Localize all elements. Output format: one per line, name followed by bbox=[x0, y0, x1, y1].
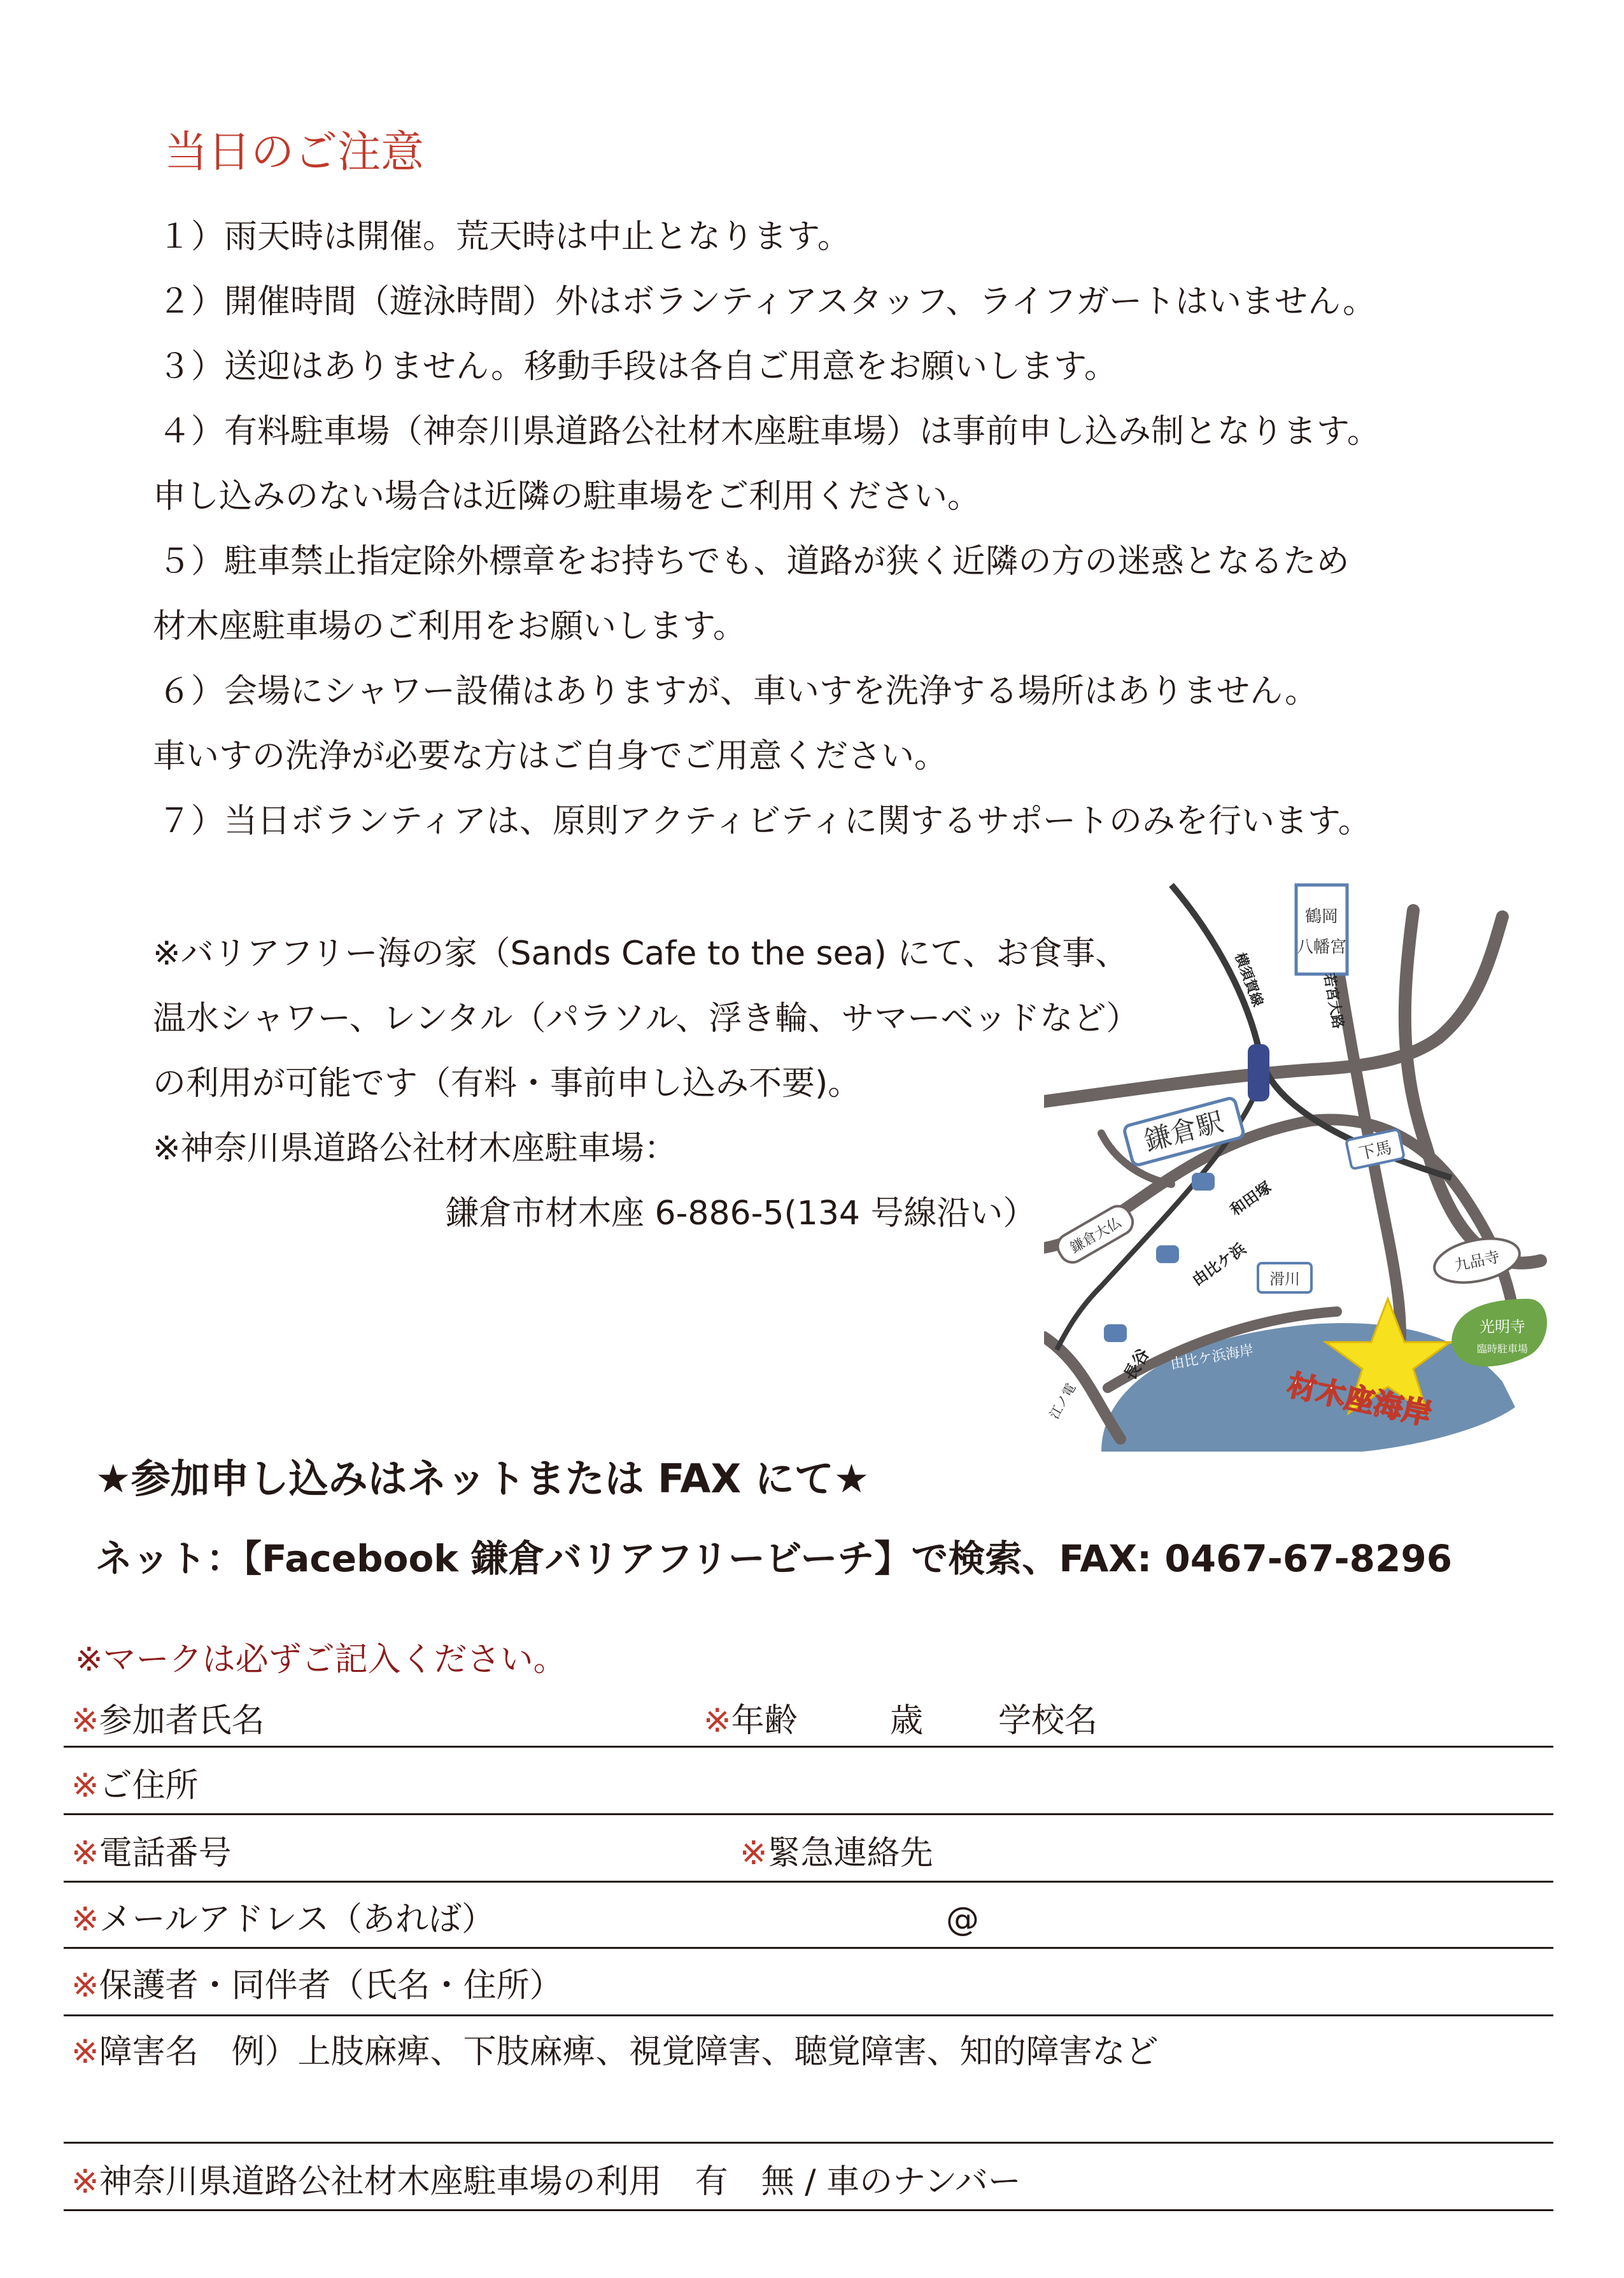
hase-label: 長谷 bbox=[1120, 1345, 1154, 1384]
required-mark: ※ bbox=[71, 2163, 99, 2201]
notice-title: 当日のご注意 bbox=[164, 127, 425, 178]
hase-node bbox=[1104, 1324, 1127, 1342]
komyoji-label bbox=[1451, 1299, 1547, 1366]
form-divider bbox=[64, 1947, 1553, 1949]
school-field-label[interactable]: 学校名 bbox=[998, 1702, 1098, 1740]
notice-item: １）雨天時は開催。荒天時は中止となります。 bbox=[158, 218, 851, 256]
disability-field-label[interactable] bbox=[71, 2032, 1159, 2072]
notice-item: ７）当日ボランティアは、原則アクティビティに関するサポートのみを行います。 bbox=[158, 802, 1371, 840]
info-line: ※バリアフリー海の家（Sands Cafe to the sea) にて、お食事、 bbox=[153, 935, 1129, 973]
notice-item: ３）送迎はありません。移動手段は各自ご用意をお願いします。 bbox=[158, 348, 1117, 386]
svg-text:鶴岡: 鶴岡 bbox=[1304, 907, 1339, 926]
phone-field-label[interactable] bbox=[71, 1834, 232, 1873]
required-mark: ※ bbox=[71, 1767, 99, 1805]
access-map bbox=[1044, 879, 1553, 1452]
name-field-label[interactable] bbox=[71, 1701, 265, 1741]
age-unit: 歳 bbox=[890, 1702, 924, 1740]
emergency-label-text: 緊急連絡先 bbox=[767, 1834, 933, 1872]
parking-address: 鎌倉市材木座 6-886-5(134 号線沿い） bbox=[446, 1194, 1036, 1233]
emergency-field-label[interactable] bbox=[740, 1834, 933, 1873]
guardian-label-text: 保護者・同伴者（氏名・住所） bbox=[99, 1967, 563, 2005]
svg-text:臨時駐車場: 臨時駐車場 bbox=[1476, 1343, 1529, 1355]
required-mark: ※ bbox=[71, 1900, 99, 1939]
email-label-text: メールアドレス（あれば） bbox=[99, 1900, 495, 1939]
notice-item: ５）駐車禁止指定除外標章をお持ちでも、道路が狭く近隣の方の迷惑となるため bbox=[158, 542, 1350, 581]
disability-label-text: 障害名 例）上肢麻痺、下肢麻痺、視覚障害、聴覚障害、知的障害など bbox=[99, 2033, 1159, 2071]
svg-text:鎌倉大仏: 鎌倉大仏 bbox=[1068, 1214, 1124, 1257]
beach-label: 由比ケ浜海岸 bbox=[1169, 1342, 1255, 1373]
wadazuka-node bbox=[1192, 1173, 1215, 1191]
kamakura-station-marker bbox=[1248, 1044, 1269, 1101]
zaimokuza-label: 材木座海岸 bbox=[1284, 1367, 1435, 1432]
road-main bbox=[1044, 1038, 1439, 1101]
info-line: の利用が可能です（有料・事前申し込み不要)。 bbox=[153, 1065, 861, 1103]
svg-text:九品寺: 九品寺 bbox=[1453, 1247, 1502, 1275]
namerikawa-label bbox=[1258, 1263, 1311, 1292]
guardian-field-label[interactable] bbox=[71, 1966, 563, 2006]
geba-label bbox=[1346, 1129, 1404, 1169]
required-mark: ※ bbox=[71, 1834, 99, 1872]
address-label-text: ご住所 bbox=[99, 1767, 199, 1805]
name-label-text: 参加者氏名 bbox=[99, 1702, 265, 1740]
info-line: 温水シャワー、レンタル（パラソル、浮き輪、サマーベッドなど） bbox=[153, 1000, 1140, 1038]
yokosuka-line-label: 横須賀線 bbox=[1231, 951, 1266, 1009]
age-label-text: 年齢 bbox=[731, 1702, 798, 1740]
form-divider bbox=[64, 2142, 1553, 2144]
address-field-label[interactable] bbox=[71, 1766, 199, 1806]
email-field-label[interactable] bbox=[71, 1900, 495, 1939]
form-divider bbox=[64, 1813, 1553, 1815]
svg-text:光明寺: 光明寺 bbox=[1479, 1318, 1525, 1336]
cta-title: ★参加申し込みはネットまたは FAX にて★ bbox=[95, 1455, 870, 1502]
age-field-label[interactable] bbox=[703, 1701, 798, 1741]
required-mark: ※ bbox=[71, 1967, 99, 2005]
form-divider bbox=[64, 1881, 1553, 1883]
notice-item: ４）有料駐車場（神奈川県道路公社材木座駐車場）は事前申し込み制となります。 bbox=[158, 413, 1380, 451]
svg-text:鎌倉駅: 鎌倉駅 bbox=[1141, 1105, 1227, 1157]
required-mark: ※ bbox=[703, 1702, 731, 1740]
yuigahama-label: 由比ケ浜 bbox=[1189, 1239, 1250, 1289]
notice-item: ２）開催時間（遊泳時間）外はボランティアスタッフ、ライフガートはいません。 bbox=[158, 283, 1376, 321]
svg-text:八幡宮: 八幡宮 bbox=[1296, 938, 1347, 957]
notice-item: 材木座駐車場のご利用をお願いします。 bbox=[153, 607, 746, 646]
kamakura-station-label bbox=[1123, 1097, 1244, 1166]
required-mark: ※ bbox=[71, 2033, 99, 2071]
required-mark: ※ bbox=[740, 1834, 768, 1872]
wadazuka-label: 和田塚 bbox=[1227, 1178, 1275, 1219]
info-line: ※神奈川県道路公社材木座駐車場： bbox=[153, 1129, 677, 1168]
form-divider bbox=[64, 2209, 1553, 2211]
form-divider bbox=[64, 2014, 1553, 2016]
yuigahama-node bbox=[1156, 1245, 1179, 1263]
notice-item: 申し込みのない場合は近隣の駐車場をご利用ください。 bbox=[153, 478, 981, 516]
notice-item: ６）会場にシャワー設備はありますが、車いすを洗浄する場所はありません。 bbox=[158, 672, 1318, 711]
wakamiya-label: 若宮大路 bbox=[1320, 972, 1346, 1030]
notice-item: 車いすの洗浄が必要な方はご自身でご用意ください。 bbox=[153, 737, 948, 775]
hachimangu-label bbox=[1296, 885, 1347, 974]
parking-label-text: 神奈川県道路公社材木座駐車場の利用 有 無 / 車のナンバー bbox=[99, 2163, 1021, 2201]
parking-field-label[interactable] bbox=[71, 2162, 1021, 2202]
email-at-sign: @ bbox=[946, 1900, 979, 1939]
phone-label-text: 電話番号 bbox=[99, 1834, 232, 1872]
form-divider bbox=[64, 1746, 1553, 1748]
enoden-label: 江ノ電 bbox=[1046, 1380, 1079, 1422]
road-north bbox=[1439, 917, 1502, 1038]
cta-detail: ネット：【Facebook 鎌倉バリアフリービーチ】で検索、FAX: 0467-67-8296 bbox=[95, 1537, 1453, 1580]
required-mark: ※ bbox=[71, 1702, 99, 1740]
required-note: ※マークは必ずご記入ください。 bbox=[75, 1641, 567, 1679]
svg-text:下馬: 下馬 bbox=[1357, 1138, 1394, 1164]
svg-text:滑川: 滑川 bbox=[1269, 1270, 1300, 1288]
